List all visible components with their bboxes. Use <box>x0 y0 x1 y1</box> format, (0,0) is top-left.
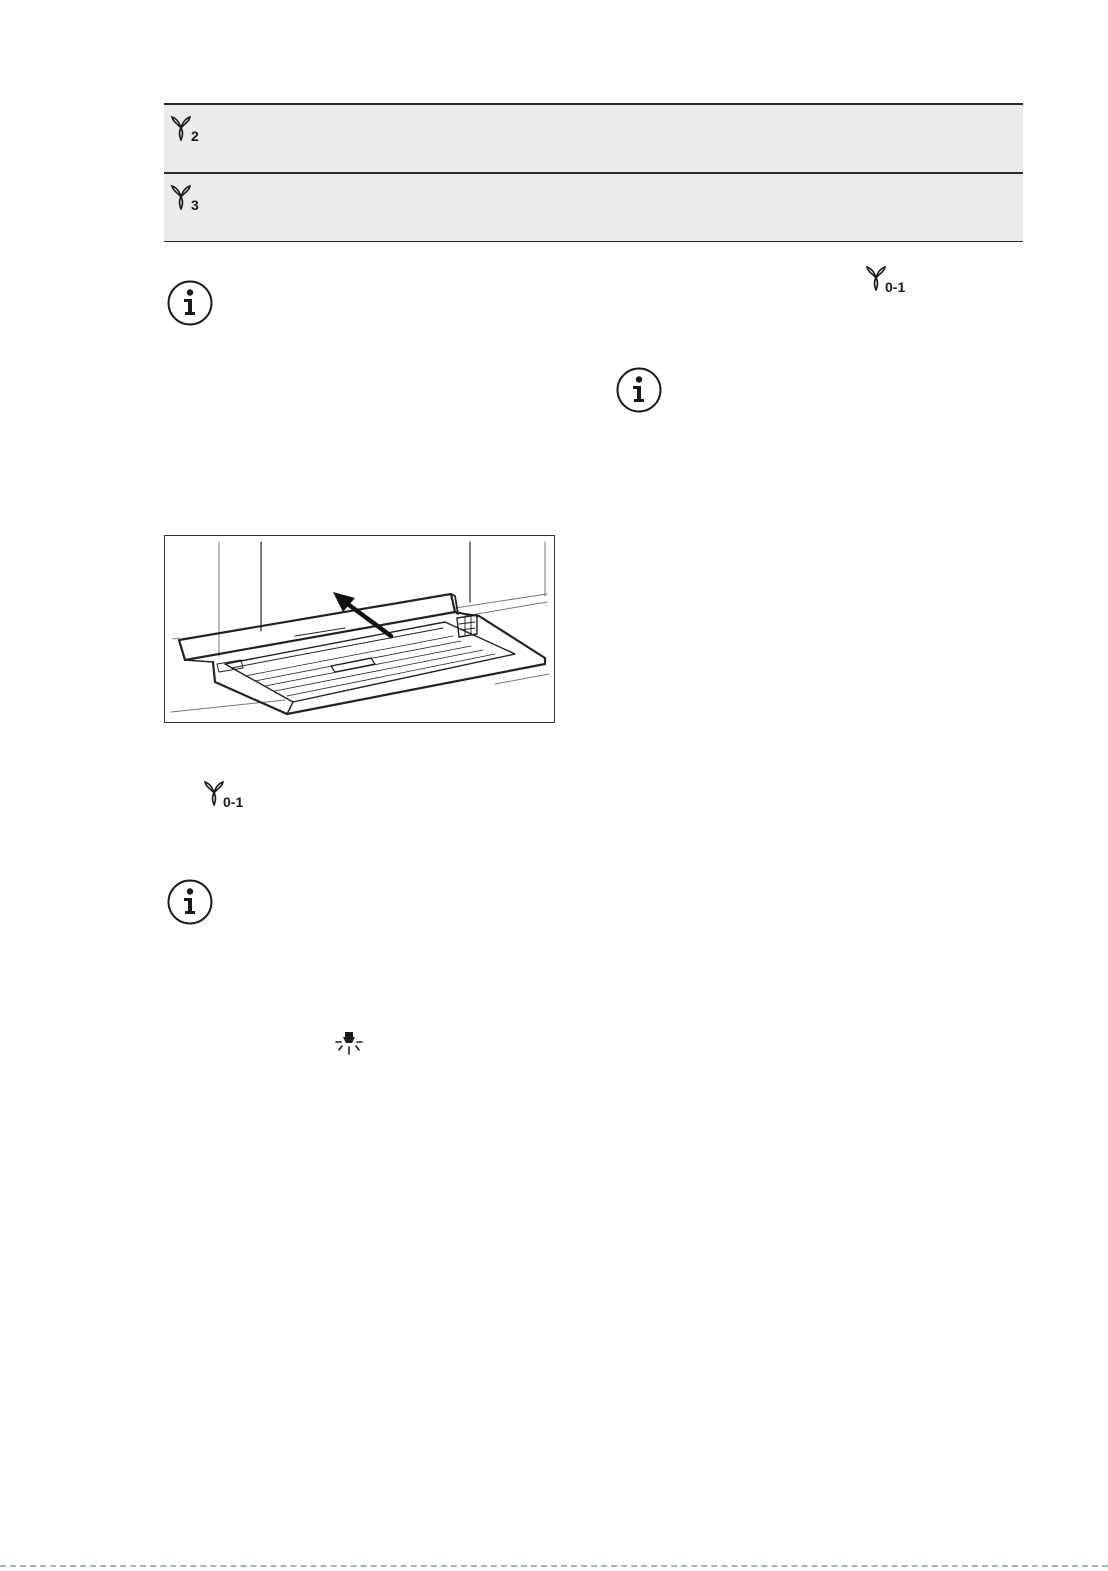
table-bottom-rule <box>164 241 1023 242</box>
fan-speed-icon <box>865 265 887 291</box>
light-bulb-icon <box>334 1030 364 1058</box>
info-icon <box>615 366 663 414</box>
fan-speed-level: 2 <box>191 128 199 144</box>
hood-drawer-illustration <box>164 535 555 723</box>
fan-speed-icon <box>170 115 192 141</box>
fan-speed-level: 0-1 <box>885 279 906 295</box>
fan-speed-icon <box>170 184 192 210</box>
info-icon <box>166 279 214 327</box>
fan-speed-row-2 <box>164 103 1023 172</box>
page-bottom-edge <box>0 1565 1108 1567</box>
fan-speed-row-3 <box>164 172 1023 241</box>
fan-speed-icon <box>203 780 225 806</box>
fan-speed-level: 3 <box>191 197 199 213</box>
fan-speed-level: 0-1 <box>223 794 244 810</box>
hood-drawing <box>165 536 554 722</box>
info-icon <box>166 878 214 926</box>
